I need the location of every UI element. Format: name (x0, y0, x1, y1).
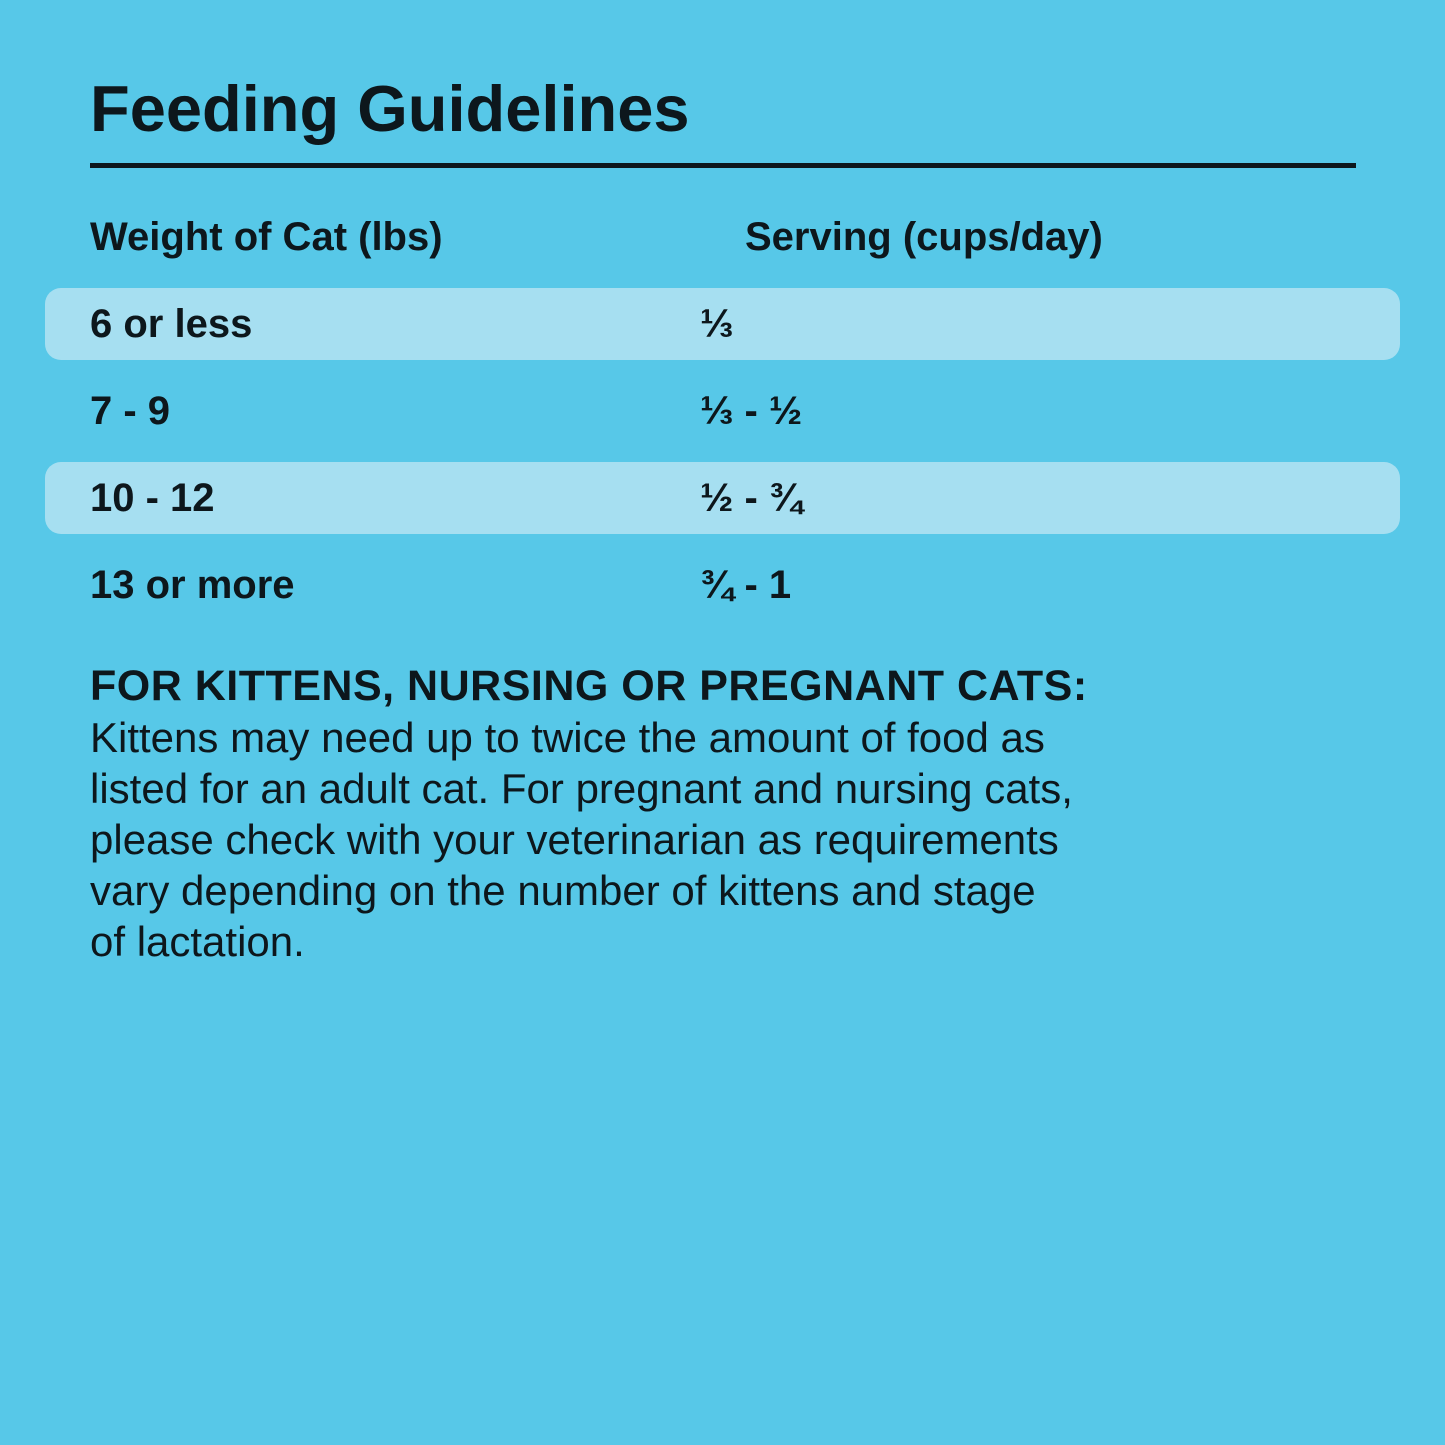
note-line: Kittens may need up to twice the amount of food as (90, 714, 1045, 761)
column-header-weight: Weight of Cat (lbs) (90, 214, 443, 259)
serving-cell: ¾ - 1 (700, 562, 792, 607)
kittens-note (90, 660, 1340, 967)
table-row (45, 462, 1400, 534)
note-line: listed for an adult cat. For pregnant and nursing cats, (90, 765, 1073, 812)
note-line: please check with your veterinarian as requirements (90, 816, 1059, 863)
table-row (45, 375, 1400, 447)
serving-cell: ⅓ (700, 301, 734, 346)
note-line: vary depending on the number of kittens and stage (90, 867, 1036, 914)
table-row (45, 549, 1400, 621)
note-heading: FOR KITTENS, NURSING OR PREGNANT CATS: (90, 662, 1088, 710)
weight-cell: 6 or less (90, 301, 253, 346)
serving-cell: ½ - ¾ (700, 475, 803, 520)
table-header-row (90, 201, 1445, 273)
feeding-table (0, 201, 1445, 621)
title-underline (90, 163, 1356, 168)
weight-cell: 7 - 9 (90, 388, 171, 433)
page-title: Feeding Guidelines (90, 72, 690, 145)
serving-cell: ⅓ - ½ (700, 388, 803, 433)
weight-cell: 13 or more (90, 562, 295, 607)
note-line: of lactation. (90, 918, 305, 965)
table-row (45, 288, 1400, 360)
column-header-serving: Serving (cups/day) (745, 214, 1103, 259)
weight-cell: 10 - 12 (90, 475, 215, 520)
